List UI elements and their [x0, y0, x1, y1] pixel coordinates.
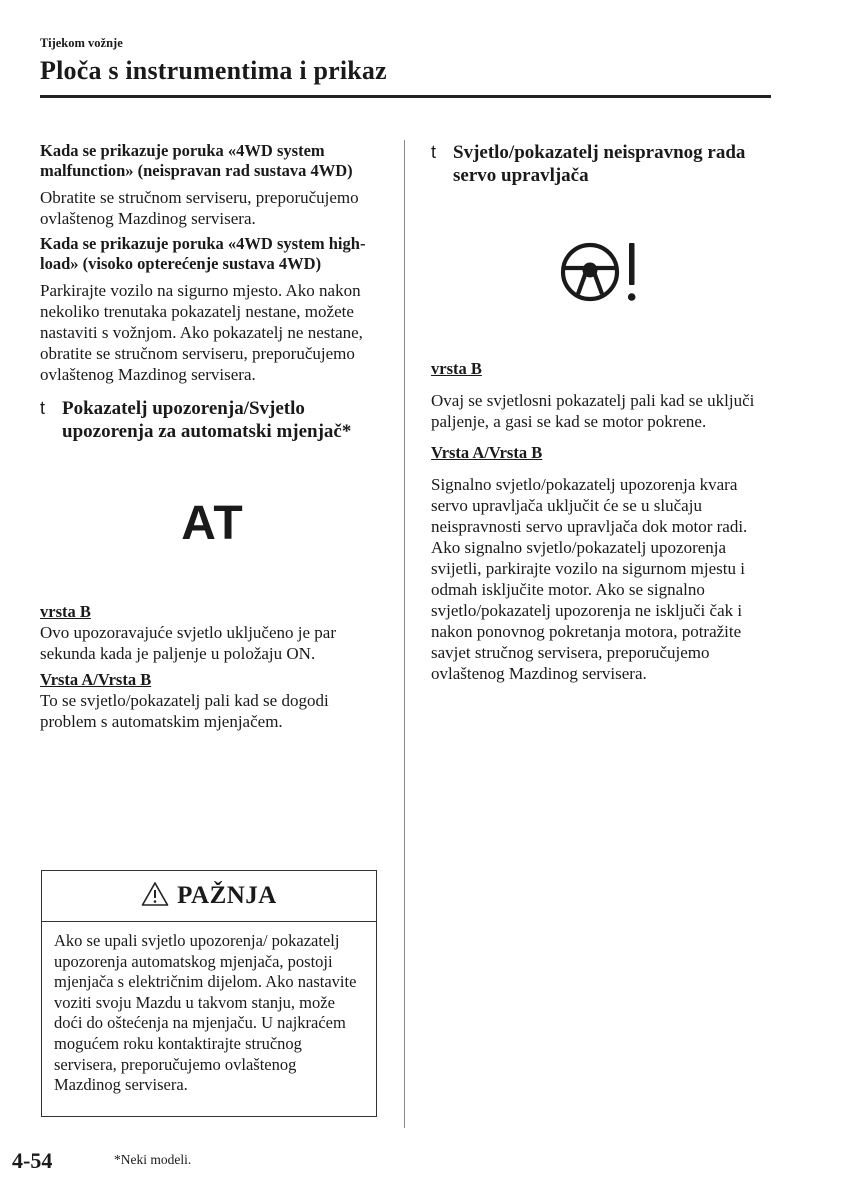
- left-column: [40, 141, 385, 732]
- paragraph-4wd-malfunction: Obratite se stručnom serviseru, preporučujemo ovlaštenog Mazdinog servisera.: [40, 188, 359, 228]
- section-title-power-steering: Svjetlo/pokazatelj neispravnog rada servo upravljača: [453, 142, 746, 186]
- subheading-type-a-b: Vrsta A/Vrsta B: [40, 670, 152, 689]
- page-title: Ploča s instrumentima i prikaz: [40, 56, 387, 85]
- section-bullet: t: [40, 398, 46, 418]
- caution-box: [41, 870, 377, 1117]
- title-rule: [40, 95, 771, 98]
- warning-triangle-icon: [141, 881, 169, 912]
- column-divider: [404, 140, 405, 1128]
- caution-text: Ako se upali svjetlo upozorenja/ pokazatelj upozorenja automatskog mjenjača, postoji mjenjača s električnim dijelom. Ako nastavite voziti svoju Mazdu u takvom stanju, može doći do oštećenja na mjenjaču. U najkraćem mogućem roku kontaktirajte stručnog servisera, preporučujemo ovlaštenog Mazdinog servisera.: [54, 931, 357, 1095]
- section-heading-at-warning: [40, 397, 385, 443]
- steering-warning-icon-wrap: [431, 239, 776, 310]
- paragraph-type-a-b: To se svjetlo/pokazatelj pali kad se dogodi problem s automatskim mjenjačem.: [40, 691, 329, 731]
- footnote: *Neki modeli.: [114, 1152, 192, 1167]
- subheading-type-b: vrsta B: [40, 602, 91, 621]
- steering-warning-icon: [554, 239, 654, 310]
- section-bullet: t: [431, 142, 437, 162]
- paragraph-4wd-high-load: Parkirajte vozilo na sigurno mjesto. Ako nakon nekoliko trenutaka pokazatelj nestane, možete nastaviti s vožnjom. Ako pokazatelj ne nestane, obratite se stručnom serviseru, preporučujemo ovlaštenog Mazdinog servisera.: [40, 281, 363, 384]
- caution-header: [42, 871, 376, 922]
- caution-title: PAŽNJA: [177, 882, 277, 909]
- paragraph-type-b: Ovo upozoravajuće svjetlo uključeno je par sekunda kada je paljenje u položaju ON.: [40, 623, 336, 663]
- page-number: 4-54: [12, 1148, 53, 1173]
- section-heading-power-steering: [431, 141, 776, 187]
- subheading-type-b-right: vrsta B: [431, 359, 482, 378]
- paragraph-type-b-right: Ovaj se svjetlosni pokazatelj pali kad se uključi paljenje, a gasi se kad se motor pokrene.: [431, 391, 755, 431]
- at-warning-symbol: AT: [181, 497, 244, 550]
- heading-4wd-high-load: Kada se prikazuje poruka «4WD system high-load» (visoko opterećenje sustava 4WD): [40, 234, 366, 273]
- paragraph-type-a-b-right: Signalno svjetlo/pokazatelj upozorenja kvara servo upravljača uključit će se u slučaju neispravnosti servo upravljača dok motor radi. Ako signalno svjetlo/pokazatelj upozorenja svijetli, parkirajte vozilo na sigurnom mjestu i odmah isključite motor. Ako se signalno svjetlo/pokazatelj upozorenja ne isključi čak i nakon ponovnog pokretanja motora, potražite savjet stručnog servisera, preporučujemo ovlaštenog Mazdinog servisera.: [431, 475, 748, 683]
- heading-4wd-malfunction: Kada se prikazuje poruka «4WD system malfunction» (neispravan rad sustava 4WD): [40, 141, 353, 180]
- section-title-at-warning: Pokazatelj upozorenja/Svjetlo upozorenja za automatski mjenjač*: [62, 398, 352, 442]
- breadcrumb: Tijekom vožnje: [40, 36, 123, 50]
- subheading-type-a-b-right: Vrsta A/Vrsta B: [431, 443, 543, 462]
- right-column: [431, 141, 776, 684]
